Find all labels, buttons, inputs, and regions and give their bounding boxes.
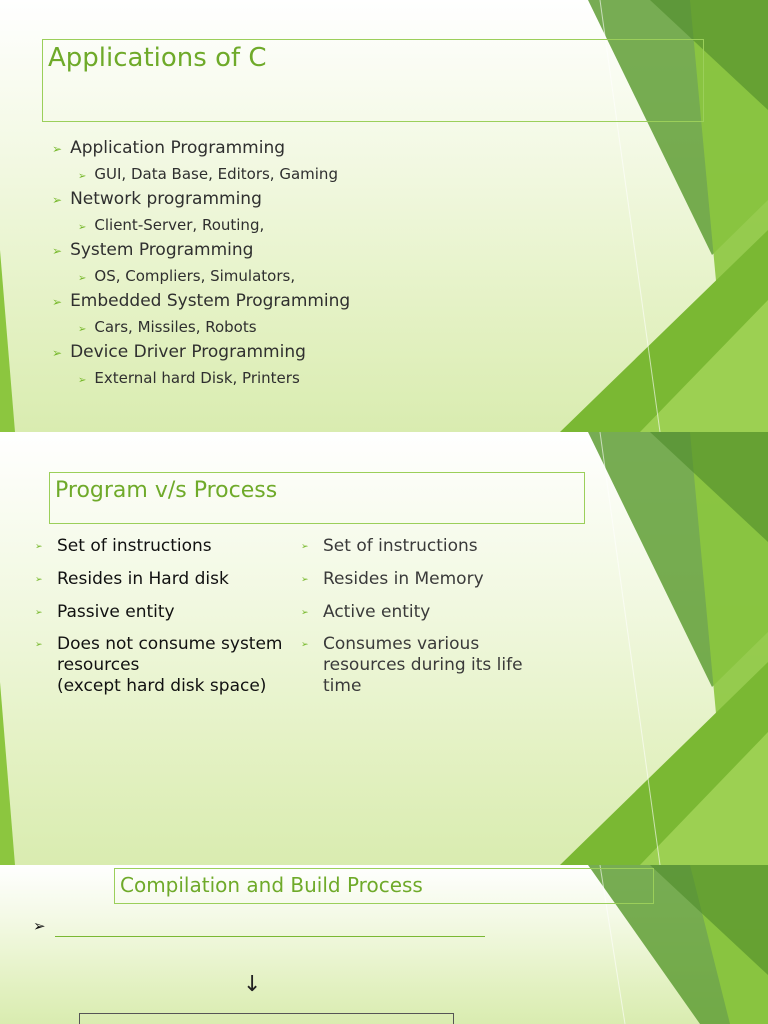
process-item	[301, 602, 431, 623]
slide-title: Applications of C	[48, 43, 267, 73]
bullet-label: Application Programming	[70, 138, 286, 158]
sub-bullet-item	[78, 369, 300, 387]
arrow-bullet-icon: ➢	[78, 375, 87, 386]
program-item	[35, 536, 212, 557]
process-item-text: Consumes various resources during its life time	[323, 634, 523, 696]
slide-applications-of-c	[0, 0, 768, 432]
arrow-bullet-icon: ➢	[78, 171, 87, 182]
sub-bullet-label: Cars, Missiles, Robots	[94, 318, 257, 336]
process-item-text: Set of instructions	[323, 536, 478, 556]
arrow-bullet-icon: ➢	[52, 346, 63, 360]
program-item-text: Passive entity	[57, 602, 175, 622]
arrow-bullet-icon: ➢	[35, 575, 43, 585]
bullet-label: Embedded System Programming	[70, 291, 351, 311]
bullet-item	[52, 138, 285, 158]
arrow-bullet-icon: ➢	[301, 542, 309, 552]
program-item	[35, 569, 229, 590]
arrow-bullet-icon: ➢	[35, 640, 43, 650]
process-box	[79, 1013, 454, 1024]
sub-bullet-label: OS, Compliers, Simulators,	[94, 267, 296, 285]
sub-bullet-item	[78, 165, 338, 183]
arrow-bullet-icon: ➢	[301, 575, 309, 585]
bullet-item	[52, 189, 262, 209]
arrow-bullet-icon: ➢	[33, 917, 46, 935]
process-item-text: Active entity	[323, 602, 431, 622]
slide-compilation-build	[0, 865, 768, 1024]
arrow-bullet-icon: ➢	[52, 193, 63, 207]
arrow-bullet-icon: ➢	[78, 324, 87, 335]
arrow-bullet-icon: ➢	[78, 222, 87, 233]
slide-program-vs-process	[0, 432, 768, 865]
program-item	[35, 602, 175, 623]
program-item-text: Does not consume system resources (except hard disk space)	[57, 634, 283, 696]
process-item	[301, 536, 478, 557]
bullet-label: Device Driver Programming	[70, 342, 306, 362]
sub-bullet-item	[78, 318, 257, 336]
process-item	[301, 634, 523, 697]
bullet-label: Network programming	[70, 189, 262, 209]
sub-bullet-label: GUI, Data Base, Editors, Gaming	[94, 165, 338, 183]
arrow-bullet-icon: ➢	[301, 640, 309, 650]
bullet-label: System Programming	[70, 240, 254, 260]
sub-bullet-label: External hard Disk, Printers	[94, 369, 300, 387]
program-item-text: Resides in Hard disk	[57, 569, 229, 589]
sub-bullet-item	[78, 267, 295, 285]
arrow-bullet-icon: ➢	[35, 542, 43, 552]
slide-title: Program v/s Process	[55, 478, 278, 503]
process-item	[301, 569, 484, 590]
down-arrow-icon: ↓	[243, 972, 262, 997]
program-item	[35, 634, 283, 697]
process-item-text: Resides in Memory	[323, 569, 484, 589]
arrow-bullet-icon: ➢	[78, 273, 87, 284]
bullet-item	[52, 342, 306, 362]
bullet-item	[52, 291, 350, 311]
arrow-bullet-icon: ➢	[52, 244, 63, 258]
arrow-bullet-icon: ➢	[52, 142, 63, 156]
slide-title: Compilation and Build Process	[120, 873, 423, 897]
blank-underline	[55, 936, 485, 937]
arrow-bullet-icon: ➢	[52, 295, 63, 309]
sub-bullet-item	[78, 216, 264, 234]
program-item-text: Set of instructions	[57, 536, 212, 556]
arrow-bullet-icon: ➢	[35, 608, 43, 618]
bullet-item	[52, 240, 253, 260]
sub-bullet-label: Client-Server, Routing,	[94, 216, 265, 234]
arrow-bullet-icon: ➢	[301, 608, 309, 618]
